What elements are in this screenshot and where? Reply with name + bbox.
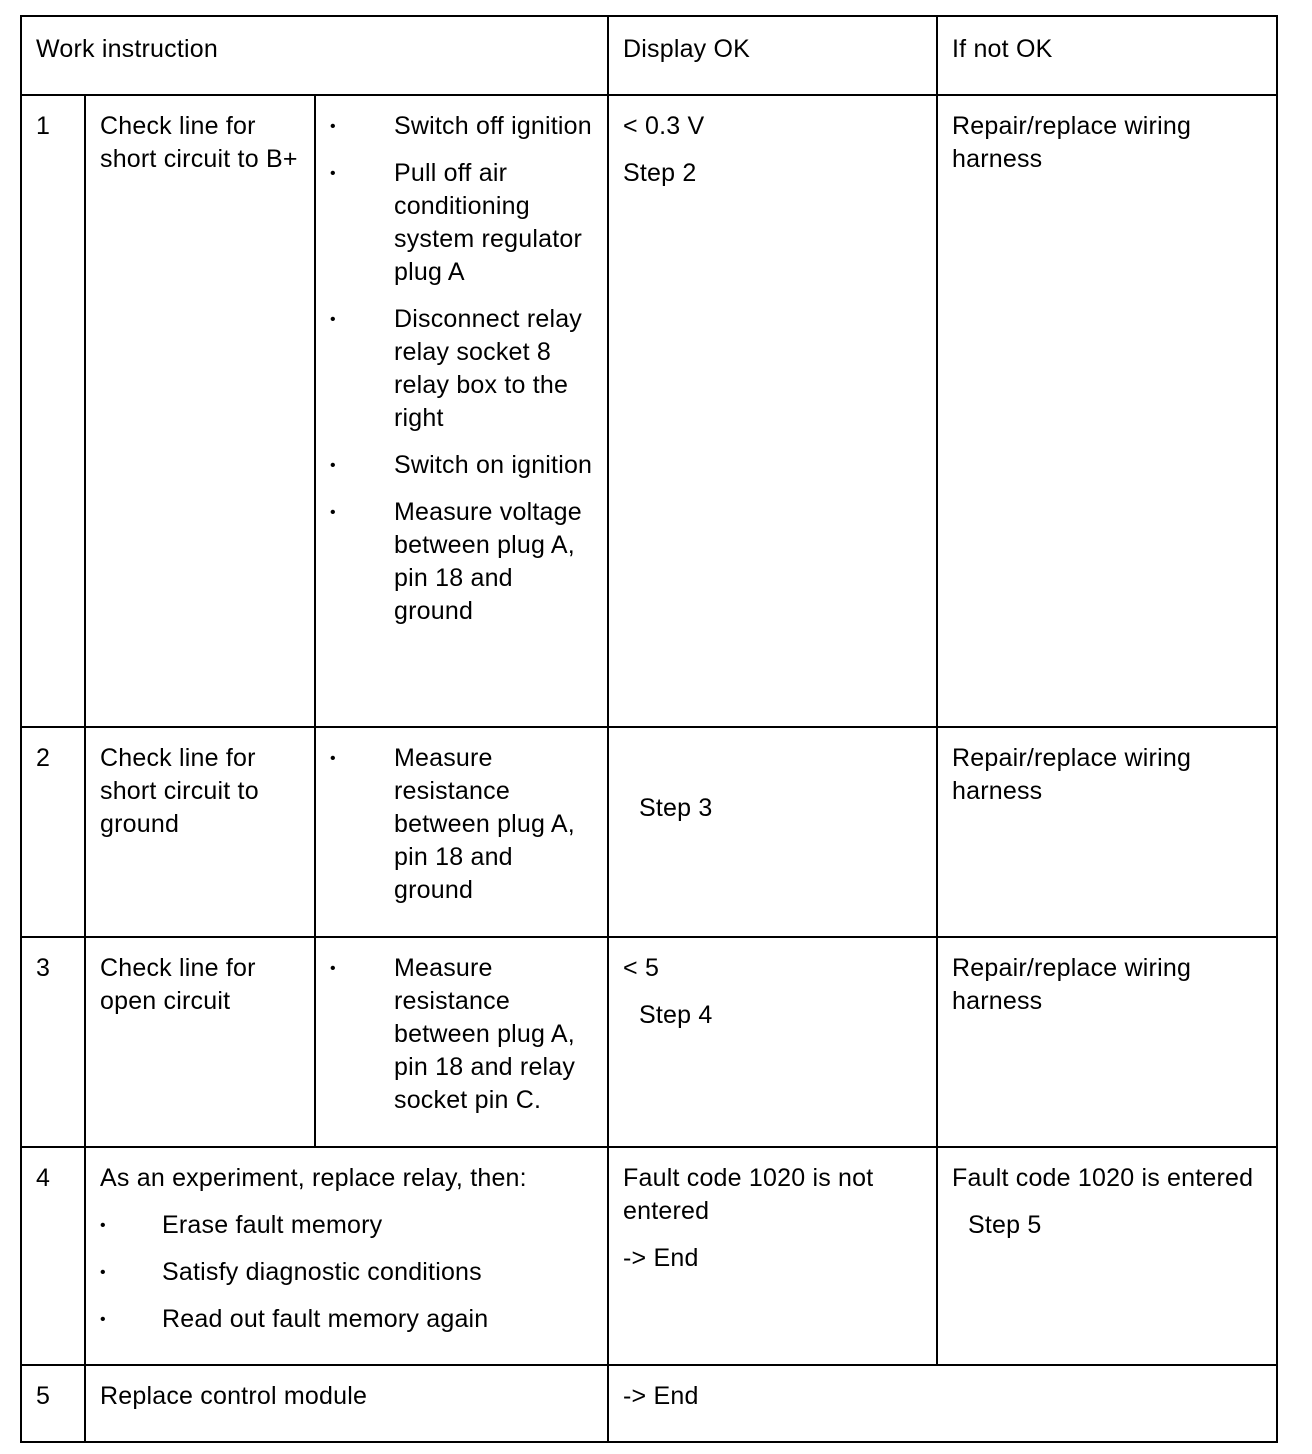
- if-not-ok-text: Repair/replace wiring harness: [952, 744, 1192, 805]
- bullet-icon: •: [330, 311, 336, 328]
- display-ok-value: Fault code 1020 is not entered: [623, 1164, 874, 1225]
- table-row: [21, 727, 1277, 937]
- step-title: Check line for short circuit to B+: [85, 95, 315, 727]
- display-ok-next-step: -> End: [623, 1244, 699, 1272]
- display-ok-next-step: -> End: [623, 1382, 699, 1410]
- bullet-icon: •: [330, 960, 336, 977]
- step-action-text: Switch off ignition: [394, 112, 592, 140]
- step-action-text: Erase fault memory: [162, 1211, 383, 1239]
- display-ok-value: < 0.3 V: [623, 112, 705, 140]
- header-row: [21, 16, 1277, 95]
- step-title: Check line for open circuit: [85, 937, 315, 1147]
- list-item: [330, 449, 595, 482]
- if-not-ok-cell: [937, 727, 1277, 937]
- bullet-icon: •: [100, 1311, 106, 1328]
- step-number: 5: [21, 1365, 85, 1442]
- table-row: [21, 937, 1277, 1147]
- list-item: [330, 496, 595, 628]
- bullet-icon: •: [330, 118, 336, 135]
- display-ok-value: < 5: [623, 954, 660, 982]
- display-ok-cell: [608, 727, 937, 937]
- table-row: [21, 1365, 1277, 1442]
- step-intro: As an experiment, replace relay, then:: [100, 1164, 527, 1192]
- display-ok-cell: [608, 1365, 1277, 1442]
- step-action-text: Switch on ignition: [394, 451, 593, 479]
- list-item: [330, 303, 595, 435]
- list-item: [330, 157, 595, 289]
- if-not-ok-cell: [937, 1147, 1277, 1365]
- step-actions: [315, 95, 608, 727]
- bullet-icon: •: [330, 504, 336, 521]
- list-item: [330, 952, 595, 1117]
- step-number: 2: [21, 727, 85, 937]
- bullet-icon: •: [330, 457, 336, 474]
- display-ok-cell: [608, 1147, 937, 1365]
- step-title: Check line for short circuit to ground: [85, 727, 315, 937]
- step-action-text: Measure voltage between plug A, pin 18 and ground: [394, 498, 582, 625]
- list-item: [330, 110, 595, 143]
- step-action-text: Pull off air conditioning system regulator plug A: [394, 159, 582, 286]
- list-item: [100, 1209, 595, 1242]
- step-number: 1: [21, 95, 85, 727]
- if-not-ok-cell: [937, 95, 1277, 727]
- list-item: [100, 1256, 595, 1289]
- if-not-ok-text: Fault code 1020 is entered: [952, 1164, 1254, 1192]
- step-action-text: Disconnect relay relay socket 8 relay box to the right: [394, 305, 583, 432]
- step-number: 3: [21, 937, 85, 1147]
- bullet-icon: •: [330, 165, 336, 182]
- step-action-text: Satisfy diagnostic conditions: [162, 1258, 482, 1286]
- step-number: 4: [21, 1147, 85, 1365]
- table-row: [21, 95, 1277, 727]
- header-work-instruction: Work instruction: [21, 16, 608, 95]
- list-item: [100, 1303, 595, 1336]
- step-actions: [315, 937, 608, 1147]
- display-ok-cell: [608, 95, 937, 727]
- display-ok-next-step: Step 4: [639, 1001, 713, 1029]
- bullet-icon: •: [100, 1264, 106, 1281]
- display-ok-next-step: Step 3: [639, 794, 713, 822]
- header-display-ok: Display OK: [608, 16, 937, 95]
- step-action-text: Read out fault memory again: [162, 1305, 489, 1333]
- bullet-icon: •: [330, 750, 336, 767]
- step-action-text: Measure resistance between plug A, pin 18 and relay socket pin C.: [394, 954, 576, 1114]
- table-row: [21, 1147, 1277, 1365]
- if-not-ok-text: Repair/replace wiring harness: [952, 112, 1192, 173]
- step-actions: [315, 727, 608, 937]
- if-not-ok-text: Repair/replace wiring harness: [952, 954, 1192, 1015]
- bullet-icon: •: [100, 1217, 106, 1234]
- display-ok-next-step: Step 2: [623, 159, 697, 187]
- step-title: Replace control module: [85, 1365, 608, 1442]
- step-action-text: Measure resistance between plug A, pin 18 and ground: [394, 744, 575, 904]
- header-if-not-ok: If not OK: [937, 16, 1277, 95]
- step-actions: [85, 1147, 608, 1365]
- display-ok-cell: [608, 937, 937, 1147]
- if-not-ok-cell: [937, 937, 1277, 1147]
- list-item: [330, 742, 595, 907]
- if-not-ok-next-step: Step 5: [968, 1211, 1042, 1239]
- work-instruction-table: [20, 15, 1278, 1443]
